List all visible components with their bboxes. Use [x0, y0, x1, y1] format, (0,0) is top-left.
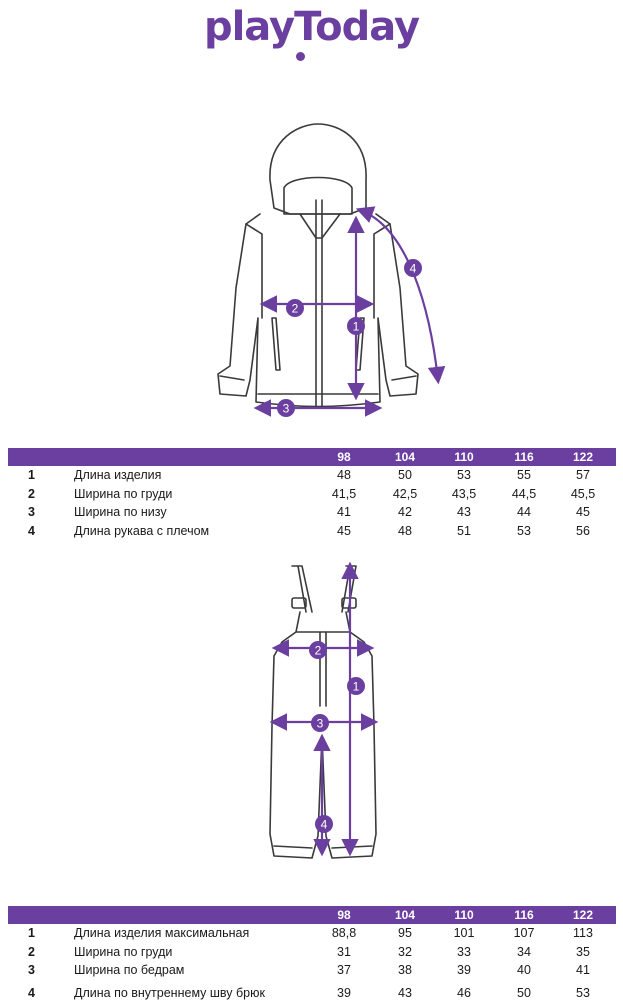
table-cell: 32 [380, 943, 430, 962]
table-cell: 35 [558, 943, 608, 962]
table-cell: 43 [439, 503, 489, 522]
table-cell: 51 [439, 522, 489, 541]
row-number: 4 [28, 522, 42, 541]
table-cell: 113 [558, 924, 608, 943]
row-number: 3 [28, 961, 42, 980]
table-cell: 101 [439, 924, 489, 943]
svg-text:4: 4 [321, 818, 328, 832]
table-row [8, 984, 616, 1002]
table-cell: 48 [380, 522, 430, 541]
table-cell: 48 [319, 466, 369, 485]
jacket-marker-1 [347, 317, 365, 335]
row-label: Ширина по груди [74, 485, 334, 504]
brand-logo [0, 4, 623, 70]
overalls-diagram [0, 556, 623, 881]
row-label: Ширина по груди [74, 943, 334, 962]
size-header: 98 [319, 448, 369, 466]
overalls-marker-4 [315, 815, 333, 833]
table-cell: 43 [380, 984, 430, 1002]
table-cell: 45 [558, 503, 608, 522]
table-cell: 33 [439, 943, 489, 962]
table-row [8, 943, 616, 962]
row-number: 2 [28, 943, 42, 962]
size-header: 122 [558, 906, 608, 924]
table-cell: 56 [558, 522, 608, 541]
overalls-size-table [8, 906, 616, 1002]
table-row [8, 961, 616, 980]
table-cell: 95 [380, 924, 430, 943]
size-header: 116 [499, 448, 549, 466]
size-header: 104 [380, 906, 430, 924]
jacket-marker-4 [404, 259, 422, 277]
row-label: Ширина по бедрам [74, 961, 334, 980]
overalls-marker-1 [347, 677, 365, 695]
table-cell: 43,5 [439, 485, 489, 504]
row-number: 2 [28, 485, 42, 504]
table-cell: 55 [499, 466, 549, 485]
overalls-measure-lines [274, 566, 374, 852]
table-cell: 40 [499, 961, 549, 980]
table-cell: 53 [439, 466, 489, 485]
table-row [8, 503, 616, 522]
brand-logo-text: playToday [204, 4, 419, 50]
jacket-marker-3 [277, 399, 295, 417]
table-cell: 107 [499, 924, 549, 943]
table-cell: 39 [439, 961, 489, 980]
overalls-marker-3 [311, 714, 329, 732]
svg-text:1: 1 [353, 320, 360, 334]
size-header: 104 [380, 448, 430, 466]
table-cell: 34 [499, 943, 549, 962]
table-cell: 44 [499, 503, 549, 522]
svg-text:1: 1 [353, 680, 360, 694]
jacket-marker-2 [286, 299, 304, 317]
table-header [8, 448, 616, 466]
table-cell: 31 [319, 943, 369, 962]
row-label: Длина по внутреннему шву брюк [74, 984, 334, 1002]
table-cell: 37 [319, 961, 369, 980]
size-header: 110 [439, 906, 489, 924]
svg-text:4: 4 [410, 262, 417, 276]
table-row [8, 485, 616, 504]
brand-logo-dot [296, 52, 305, 61]
jacket-diagram [0, 118, 623, 423]
row-label: Длина рукава с плечом [74, 522, 334, 541]
table-cell: 41,5 [319, 485, 369, 504]
row-number: 1 [28, 466, 42, 485]
table-cell: 42 [380, 503, 430, 522]
table-row [8, 522, 616, 541]
table-cell: 53 [499, 522, 549, 541]
size-header: 116 [499, 906, 549, 924]
table-cell: 44,5 [499, 485, 549, 504]
svg-text:2: 2 [315, 644, 322, 658]
jacket-measure-lines [258, 210, 438, 408]
table-cell: 45,5 [558, 485, 608, 504]
table-cell: 41 [319, 503, 369, 522]
row-label: Ширина по низу [74, 503, 334, 522]
svg-text:3: 3 [283, 402, 290, 416]
table-cell: 53 [558, 984, 608, 1002]
table-cell: 42,5 [380, 485, 430, 504]
size-header: 110 [439, 448, 489, 466]
table-cell: 38 [380, 961, 430, 980]
table-cell: 39 [319, 984, 369, 1002]
table-row [8, 924, 616, 943]
overalls-marker-2 [309, 641, 327, 659]
table-cell: 50 [380, 466, 430, 485]
row-number: 1 [28, 924, 42, 943]
row-number: 3 [28, 503, 42, 522]
jacket-size-table [8, 448, 616, 540]
table-cell: 88,8 [319, 924, 369, 943]
row-label: Длина изделия [74, 466, 334, 485]
row-label: Длина изделия максимальная [74, 924, 334, 943]
table-cell: 45 [319, 522, 369, 541]
table-row [8, 466, 616, 485]
row-number: 4 [28, 984, 42, 1002]
svg-text:3: 3 [317, 717, 324, 731]
svg-text:2: 2 [292, 302, 299, 316]
table-cell: 41 [558, 961, 608, 980]
table-header [8, 906, 616, 924]
table-cell: 46 [439, 984, 489, 1002]
table-cell: 57 [558, 466, 608, 485]
jacket-outline [218, 124, 418, 407]
size-header: 98 [319, 906, 369, 924]
size-header: 122 [558, 448, 608, 466]
table-cell: 50 [499, 984, 549, 1002]
